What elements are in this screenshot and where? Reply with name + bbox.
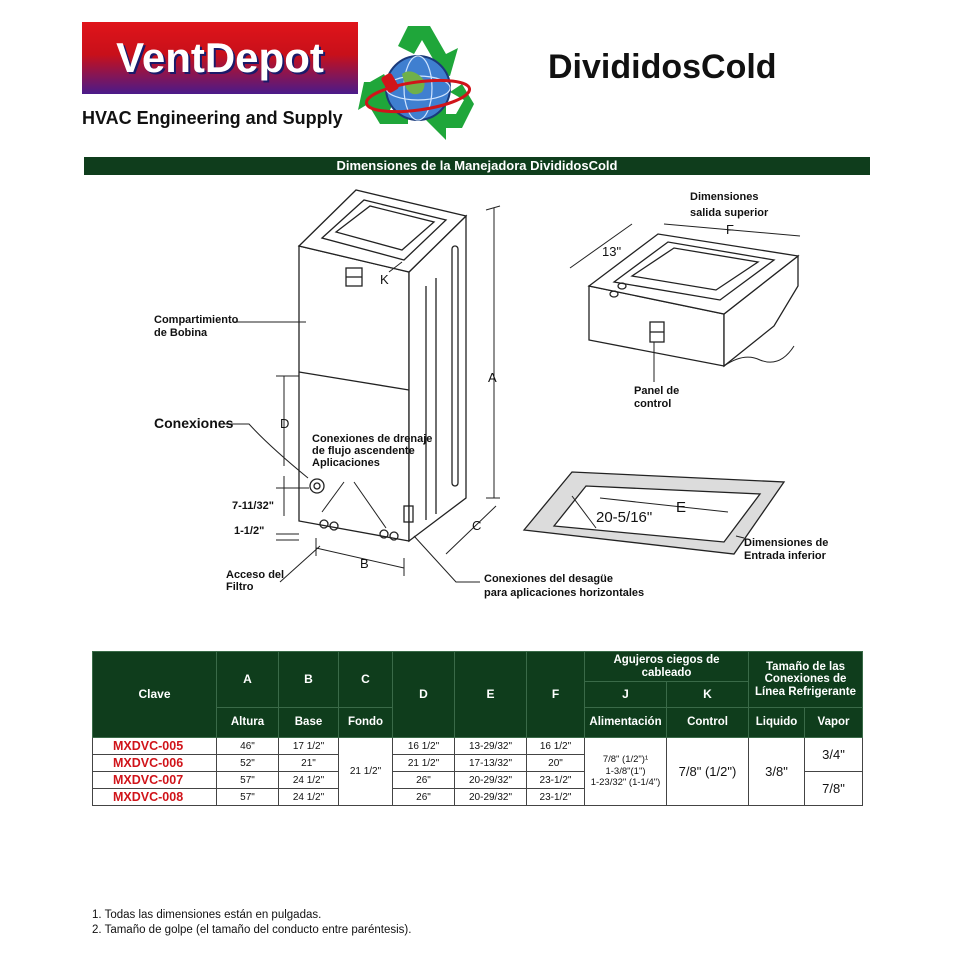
dim-c: C <box>472 518 482 533</box>
cell-b: 21" <box>279 755 339 772</box>
header-j: J <box>585 682 667 708</box>
header-j-sub: Alimentación <box>585 708 667 738</box>
label-drain-up-1: Conexiones de drenaje <box>312 433 433 445</box>
j-line-3: 1-23/32" (1-1/4") <box>590 777 661 789</box>
header-d: D <box>393 652 455 738</box>
header-k-sub: Control <box>667 708 749 738</box>
dimension-diagram <box>84 176 870 616</box>
label-top-outlet-2: salida superior <box>690 207 769 219</box>
cell-f: 16 1/2" <box>527 738 585 755</box>
dim-k: K <box>380 272 389 287</box>
footnote-2: 2. Tamaño de golpe (el tamaño del conducto entre paréntesis). <box>92 924 412 936</box>
cell-b: 24 1/2" <box>279 789 339 806</box>
cell-d: 26" <box>393 772 455 789</box>
recycle-globe-icon <box>350 18 486 148</box>
header-a-sub: Altura <box>217 708 279 738</box>
cell-e: 13-29/32" <box>455 738 527 755</box>
table-row <box>93 738 863 755</box>
dim-20-5-16: 20-5/16" <box>596 509 653 526</box>
footnotes <box>92 908 411 938</box>
cell-vapor-large: 7/8" <box>805 772 863 806</box>
diagram-svg <box>84 176 870 616</box>
cell-e: 17-13/32" <box>455 755 527 772</box>
dim-a: A <box>488 370 497 385</box>
diagram-banner: Dimensiones de la Manejadora DivididosCold <box>84 157 870 175</box>
cell-j-shared <box>585 738 667 806</box>
j-line-1: 7/8" (1/2")¹ <box>602 753 649 765</box>
model-cell: MXDVC-007 <box>93 772 217 789</box>
model-cell: MXDVC-006 <box>93 755 217 772</box>
header-c: C <box>339 652 393 708</box>
label-drain-up-2: de flujo ascendente <box>312 445 415 457</box>
cell-d: 26" <box>393 789 455 806</box>
spec-table <box>92 651 863 806</box>
header-f: F <box>527 652 585 738</box>
dim-1-1-2: 1-1/2" <box>234 525 265 537</box>
dim-f: F <box>726 222 734 237</box>
label-coil-2: de Bobina <box>154 327 208 339</box>
cell-c-shared: 21 1/2" <box>339 738 393 806</box>
cell-b: 17 1/2" <box>279 738 339 755</box>
model-cell: MXDVC-008 <box>93 789 217 806</box>
model-cell: MXDVC-005 <box>93 738 217 755</box>
header-e: E <box>455 652 527 738</box>
header-vapor: Vapor <box>805 708 863 738</box>
cell-f: 23-1/2" <box>527 789 585 806</box>
label-bottom-inlet-2: Entrada inferior <box>744 550 826 562</box>
cell-e: 20-29/32" <box>455 789 527 806</box>
cell-f: 23-1/2" <box>527 772 585 789</box>
header-liquid: Liquido <box>749 708 805 738</box>
cell-d: 21 1/2" <box>393 755 455 772</box>
cell-a: 57" <box>217 772 279 789</box>
tagline: HVAC Engineering and Supply <box>82 108 343 128</box>
label-connections: Conexiones <box>154 415 234 431</box>
brand-title: DivididosCold <box>548 48 777 86</box>
cell-e: 20-29/32" <box>455 772 527 789</box>
logo-text: VentDepot <box>116 34 324 81</box>
label-filter-1: Acceso del <box>226 569 285 581</box>
dim-7-11-32: 7-11/32" <box>232 500 274 512</box>
header-c-sub: Fondo <box>339 708 393 738</box>
label-drain-horizontal-1: Conexiones del desagüe <box>484 573 613 585</box>
label-drain-horizontal-2: para aplicaciones horizontales <box>484 587 645 599</box>
dim-e: E <box>676 499 687 516</box>
cell-f: 20" <box>527 755 585 772</box>
dim-d: D <box>280 416 290 431</box>
header-k: K <box>667 682 749 708</box>
cell-b: 24 1/2" <box>279 772 339 789</box>
cell-a: 57" <box>217 789 279 806</box>
header-a: A <box>217 652 279 708</box>
cell-vapor-small: 3/4" <box>805 738 863 772</box>
label-top-outlet-1: Dimensiones <box>690 191 759 203</box>
label-coil-1: Compartimiento <box>154 314 239 326</box>
j-line-2: 1-3/8"(1") <box>605 765 646 777</box>
label-bottom-inlet-1: Dimensiones de <box>744 537 829 549</box>
cell-liquid-shared: 3/8" <box>749 738 805 806</box>
header-b-sub: Base <box>279 708 339 738</box>
label-filter-2: Filtro <box>226 581 254 593</box>
cell-d: 16 1/2" <box>393 738 455 755</box>
header-line-size: Tamaño de las Conexiones de Línea Refrigerante <box>749 652 863 708</box>
cell-a: 52" <box>217 755 279 772</box>
ventdepot-logo[interactable] <box>82 22 358 94</box>
label-control-panel-2: control <box>634 398 672 410</box>
label-drain-up-3: Aplicaciones <box>312 457 380 469</box>
header-clave: Clave <box>93 652 217 738</box>
dim-13: 13" <box>602 244 622 259</box>
cell-a: 46" <box>217 738 279 755</box>
header-b: B <box>279 652 339 708</box>
cell-k-shared: 7/8" (1/2") <box>667 738 749 806</box>
label-control-panel-1: Panel de <box>634 385 680 397</box>
dim-b: B <box>360 556 369 571</box>
footnote-1: 1. Todas las dimensiones están en pulgadas. <box>92 909 322 921</box>
header-knockouts: Agujeros ciegos de cableado <box>585 652 749 682</box>
